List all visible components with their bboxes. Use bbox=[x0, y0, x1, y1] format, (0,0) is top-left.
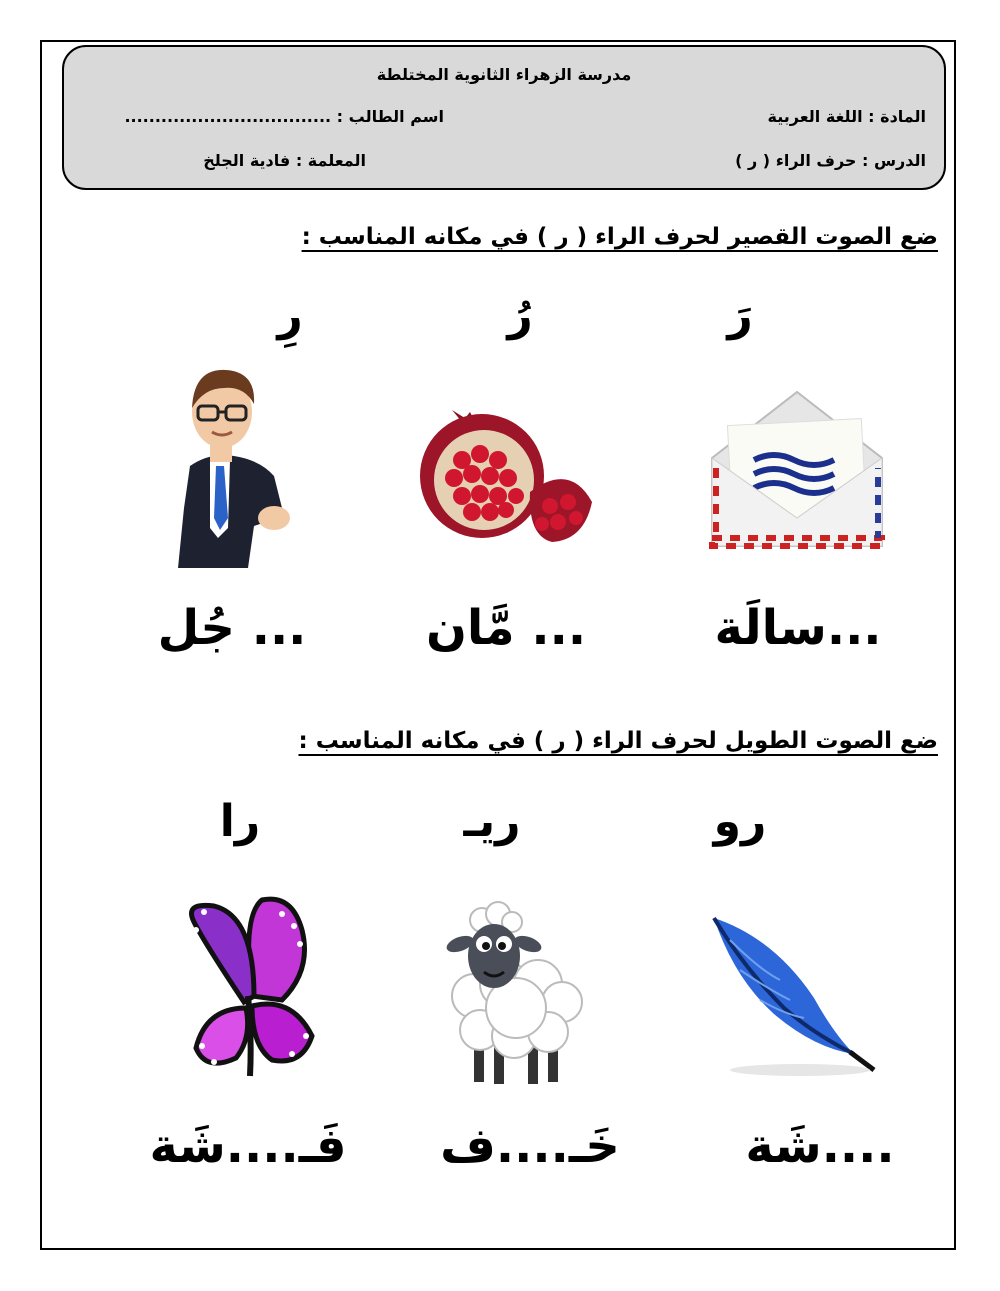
short-vowel-damma: رُ bbox=[507, 290, 533, 341]
envelope-icon bbox=[708, 388, 886, 550]
word-kharuf: خَـ....ف bbox=[440, 1118, 620, 1174]
word-rajul: ... جُل bbox=[157, 600, 307, 656]
word-farasha: فَـ....شَة bbox=[149, 1118, 347, 1174]
subject-label: المادة : اللغة العربية bbox=[767, 107, 926, 126]
section2-instruction: ضع الصوت الطويل لحرف الراء ( ر ) في مكانه المناسب : bbox=[298, 728, 938, 754]
section1-instruction: ضع الصوت القصير لحرف الراء ( ر ) في مكانه المناسب : bbox=[301, 224, 938, 250]
man-icon bbox=[170, 368, 290, 568]
short-vowel-kasra: رِ bbox=[277, 290, 303, 341]
long-vowel-ya: ريـ bbox=[463, 796, 521, 847]
word-risha: ....شَة bbox=[745, 1118, 895, 1174]
lesson-label: الدرس : حرف الراء ( ر ) bbox=[735, 151, 926, 170]
word-rumman: ... مَّان bbox=[425, 600, 587, 656]
word-risala: ...سالَة bbox=[714, 600, 882, 656]
sheep-icon bbox=[444, 900, 584, 1086]
short-vowel-fatha: رَ bbox=[727, 290, 753, 341]
school-name: مدرسة الزهراء الثانوية المختلطة bbox=[376, 65, 632, 84]
feather-icon bbox=[700, 910, 880, 1080]
student-name-field[interactable]: اسم الطالب : .................................. bbox=[124, 107, 444, 126]
butterfly-icon bbox=[182, 896, 322, 1080]
worksheet-header bbox=[62, 45, 946, 190]
long-vowel-alif: را bbox=[219, 796, 261, 847]
teacher-label: المعلمة : فادية الجلخ bbox=[203, 151, 366, 170]
long-vowel-waw: رو bbox=[713, 796, 767, 847]
pomegranate-icon bbox=[412, 398, 594, 548]
